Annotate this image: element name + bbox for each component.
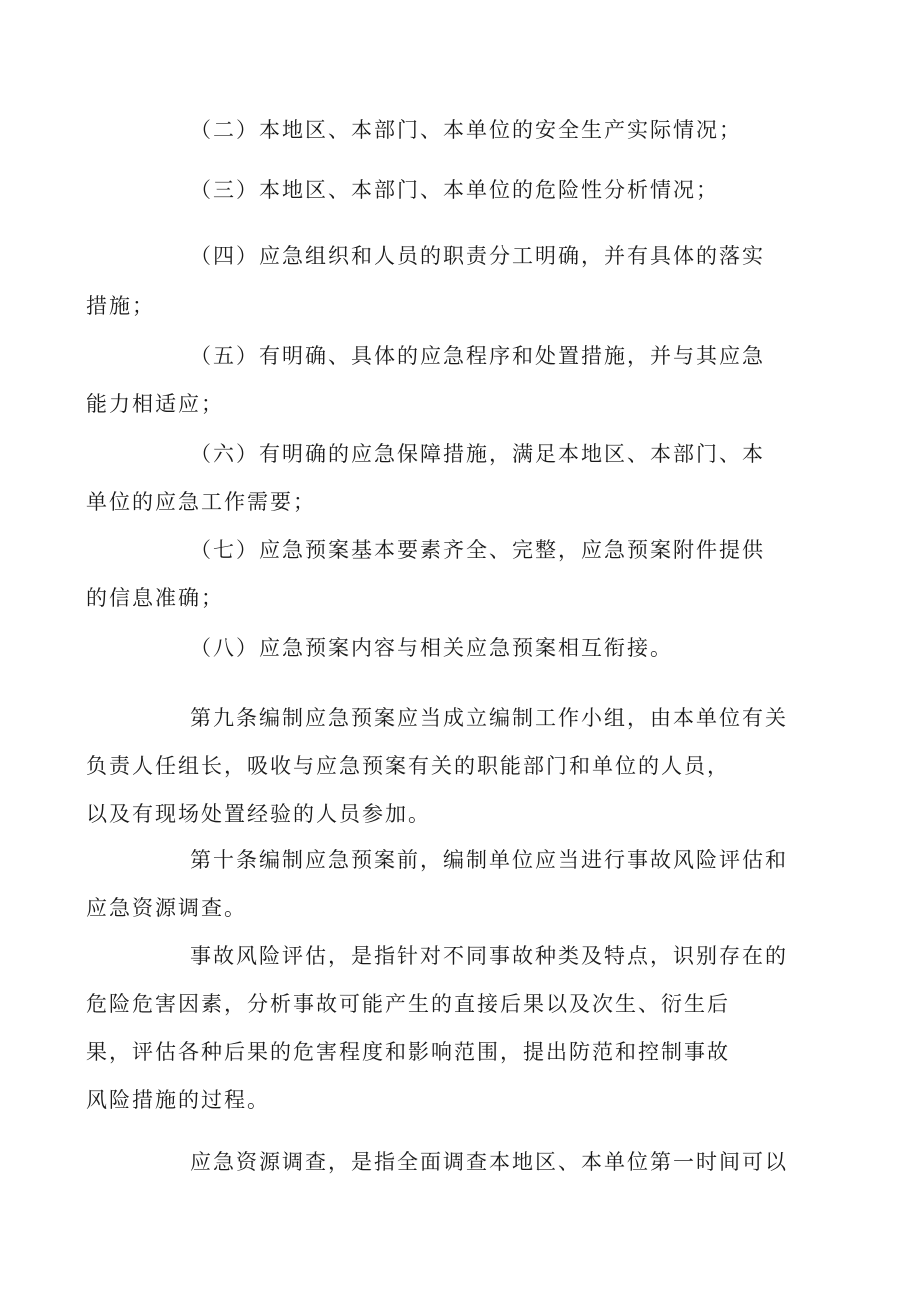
paragraph-line: 果，评估各种后果的危害程度和影响范围，提出防范和控制事故 [86,1040,730,1064]
paragraph-line: 应急资源调查，是指全面调查本地区、本单位第一时间可以 [190,1150,788,1174]
paragraph-item-3 [138,168,788,212]
paragraph-line: （四）应急组织和人员的职责分工明确，并有具体的落实 [190,244,765,268]
paragraph-line: 风险措施的过程。 [86,1088,270,1112]
article-9 [86,696,788,836]
paragraph-line: （六）有明确的应急保障措施，满足本地区、本部门、本 [190,442,765,466]
paragraph-line: （八）应急预案内容与相关应急预案相互衔接。 [190,636,673,660]
risk-assessment-paragraph [86,934,788,1122]
paragraph-line: 单位的应急工作需要； [86,490,316,514]
paragraph-line: 措施； [86,294,155,318]
paragraph-item-2 [138,108,788,152]
paragraph-line: （五）有明确、具体的应急程序和处置措施，并与其应急 [190,344,765,368]
paragraph-line: 第九条编制应急预案应当成立编制工作小组，由本单位有关 [190,706,788,730]
paragraph-item-6 [86,432,788,524]
paragraph-line: （二）本地区、本部门、本单位的安全生产实际情况； [190,118,742,142]
paragraph-line: 危险危害因素，分析事故可能产生的直接后果以及次生、衍生后 [86,992,730,1016]
paragraph-line: 负责人任组长，吸收与应急预案有关的职能部门和单位的人员， [86,754,730,778]
resource-survey-paragraph [138,1140,788,1184]
paragraph-item-8 [138,626,788,670]
paragraph-line: 能力相适应； [86,392,224,416]
paragraph-line: 的信息准确； [86,586,224,610]
paragraph-line: 事故风险评估，是指针对不同事故种类及特点，识别存在的 [190,944,788,968]
paragraph-item-5 [86,334,788,426]
paragraph-line: 应急资源调查。 [86,896,247,920]
paragraph-line: （七）应急预案基本要素齐全、完整，应急预案附件提供 [190,538,765,562]
paragraph-line: （三）本地区、本部门、本单位的危险性分析情况； [190,178,719,202]
paragraph-line: 以及有现场处置经验的人员参加。 [86,802,431,826]
article-10 [86,838,788,930]
paragraph-line: 第十条编制应急预案前，编制单位应当进行事故风险评估和 [190,848,788,872]
paragraph-item-4 [86,234,788,328]
paragraph-item-7 [86,528,788,620]
